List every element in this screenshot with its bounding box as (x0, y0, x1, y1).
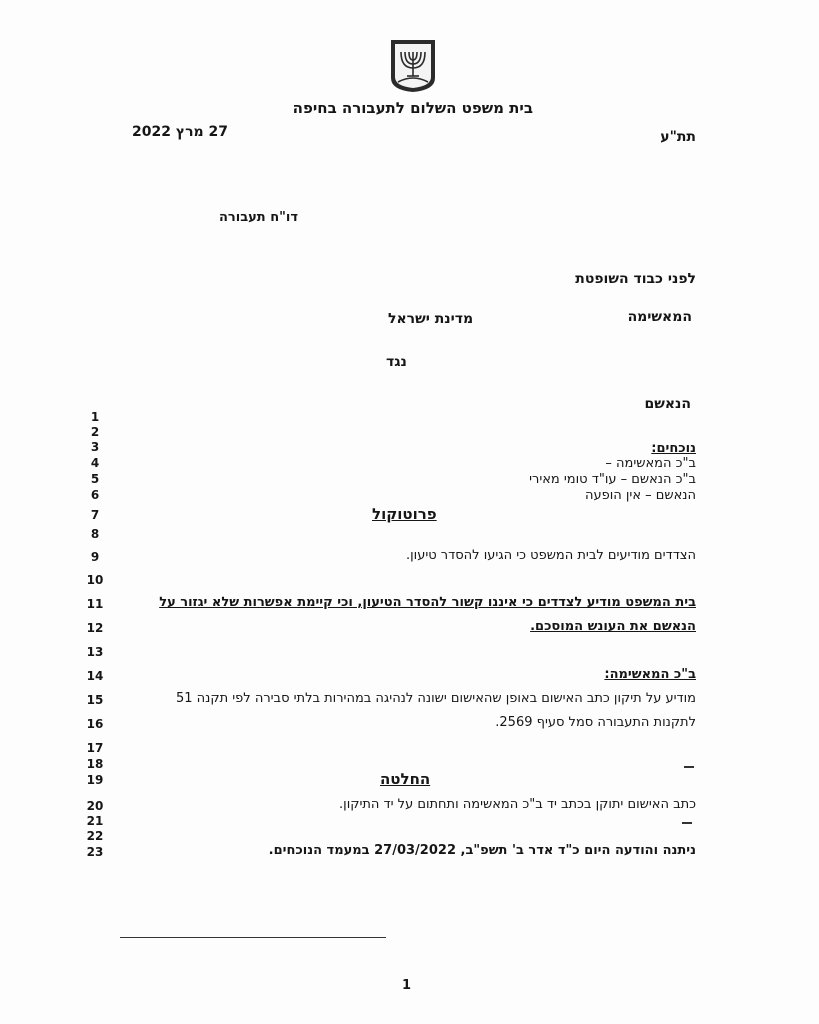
line-number: 1 (90, 410, 100, 424)
line-number: 15 (86, 693, 104, 707)
line-number: 19 (86, 773, 104, 787)
line-number: 21 (86, 814, 104, 828)
line-number: 9 (90, 550, 100, 564)
line-number: 16 (86, 717, 104, 731)
line-number: 23 (86, 845, 104, 859)
protocol-title: פרוטוקול (372, 505, 437, 523)
protocol-paragraph: מודיע על תיקון כתב האישום באופן שהאישום ישונה לנהיגה במהירות בלתי סבירה לפי תקנה 51 (176, 691, 696, 706)
line-number: 17 (86, 741, 104, 755)
line-number: 2 (90, 425, 100, 439)
prosecutor-heading: ב"כ המאשימה: (604, 667, 696, 682)
court-name: בית משפט השלום לתעבורה בחיפה (292, 99, 533, 117)
versus: נגד (386, 354, 407, 370)
line-number: 8 (90, 527, 100, 541)
prosecution-label: המאשימה (627, 309, 692, 325)
protocol-paragraph: לתקנות התעבורה סמל סעיף 2569. (495, 715, 696, 730)
decision-title: החלטה (380, 770, 431, 788)
line-number: 4 (90, 456, 100, 470)
prosecution-name: מדינת ישראל (388, 311, 474, 327)
protocol-paragraph: הנאשם את העונש המוסכם. (530, 619, 696, 634)
decision-given: ניתנה והודעה היום כ"ד אדר ב' תשפ"ב, 27/03/2022 במעמד הנוכחים. (268, 843, 696, 858)
before-judge: לפני כבוד השופטת (575, 271, 696, 287)
line-number: 3 (90, 440, 100, 454)
state-emblem-icon (388, 38, 438, 94)
protocol-paragraph: בית המשפט מודיע לצדדים כי איננו קשור להסדר הטיעון, וכי קיימת אפשרות שלא יגזור על (159, 595, 696, 610)
margin-mark (682, 822, 692, 824)
line-number: 10 (86, 573, 104, 587)
report-type: דו"ח תעבורה (219, 210, 299, 225)
page-number: 1 (402, 978, 412, 993)
line-number: 13 (86, 645, 104, 659)
line-number: 5 (90, 472, 100, 486)
line-number: 20 (86, 799, 104, 813)
case-number: תת"ע (660, 129, 696, 145)
line-number: 7 (90, 508, 100, 522)
hearing-date: 27 מרץ 2022 (132, 124, 229, 140)
decision-text: כתב האישום יתוקן בכתב יד ב"כ המאשימה ותחתום על יד התיקון. (339, 797, 696, 812)
line-number: 6 (90, 488, 100, 502)
present-title: נוכחים: (651, 441, 696, 456)
line-number: 12 (86, 621, 104, 635)
defendant-label: הנאשם (644, 396, 691, 412)
present-line: ב"כ הנאשם – עו"ד טומי מאירי (529, 472, 696, 487)
line-number: 11 (86, 597, 104, 611)
protocol-paragraph: הצדדים מודיעים לבית המשפט כי הגיעו להסדר טיעון. (405, 548, 696, 563)
signature-line (120, 937, 386, 938)
line-number: 18 (86, 757, 104, 771)
line-number: 14 (86, 669, 104, 683)
present-line: הנאשם – אין הופעה (584, 488, 696, 503)
line-number: 22 (86, 829, 104, 843)
present-line: ב"כ המאשימה – (605, 456, 696, 471)
margin-mark (684, 766, 694, 768)
